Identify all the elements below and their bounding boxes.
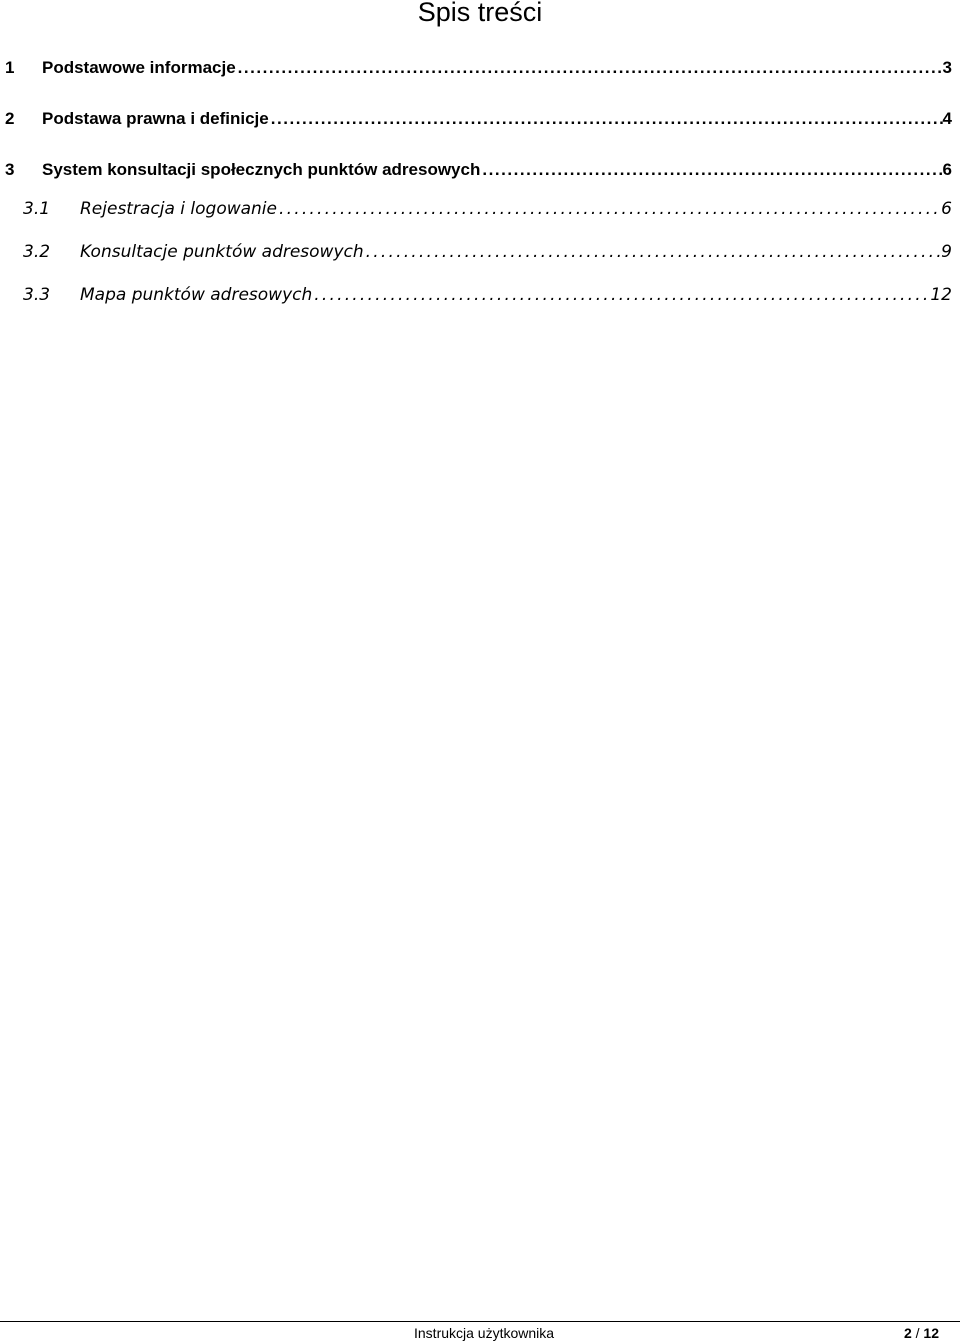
toc-entry-number: 3.2 bbox=[23, 242, 51, 262]
toc-entry-page: 9 bbox=[941, 242, 952, 262]
toc-entry-label: System konsultacji społecznych punktów adresowych bbox=[42, 160, 481, 179]
toc-entry[interactable] bbox=[5, 160, 952, 180]
toc-entry-label: Rejestracja i logowanie bbox=[80, 199, 277, 219]
footer-page-number bbox=[904, 1325, 939, 1341]
toc-dot-leader bbox=[279, 199, 941, 219]
toc-entry-page: 6 bbox=[941, 199, 952, 219]
toc-subentry[interactable] bbox=[23, 199, 952, 219]
toc-entry-label: Podstawowe informacje bbox=[42, 58, 236, 77]
footer-page-separator: / bbox=[915, 1325, 920, 1341]
footer-divider bbox=[0, 1321, 960, 1322]
footer-total-pages: 12 bbox=[923, 1325, 939, 1341]
toc-entry-page: 12 bbox=[930, 285, 952, 305]
toc-entry-label: Konsultacje punktów adresowych bbox=[80, 242, 364, 262]
toc-entry-number: 1 bbox=[5, 58, 15, 77]
toc-dot-leader bbox=[314, 285, 930, 305]
toc-entry-page: 3 bbox=[942, 58, 952, 77]
toc-entry-number: 3.1 bbox=[23, 199, 51, 219]
toc-dot-leader bbox=[482, 160, 942, 180]
toc-dot-leader bbox=[238, 58, 943, 78]
toc-entry-page: 4 bbox=[942, 109, 952, 128]
toc-entry-label: Podstawa prawna i definicje bbox=[42, 109, 269, 128]
toc-entry[interactable] bbox=[5, 58, 952, 78]
footer-current-page: 2 bbox=[903, 1325, 912, 1341]
toc-title: Spis treści bbox=[417, 0, 543, 27]
toc-entry-number: 3.3 bbox=[23, 285, 51, 305]
toc-entry-label: Mapa punktów adresowych bbox=[80, 285, 313, 305]
toc-subentry[interactable] bbox=[23, 242, 952, 262]
toc-dot-leader bbox=[271, 109, 943, 129]
footer-document-title: Instrukcja użytkownika bbox=[414, 1325, 555, 1341]
toc-entry-number: 2 bbox=[5, 109, 15, 128]
toc-dot-leader bbox=[366, 242, 942, 262]
toc-entry-page: 6 bbox=[942, 160, 952, 179]
toc-entry[interactable] bbox=[5, 109, 952, 129]
toc-entry-number: 3 bbox=[5, 160, 15, 179]
toc-subentry[interactable] bbox=[23, 285, 952, 305]
